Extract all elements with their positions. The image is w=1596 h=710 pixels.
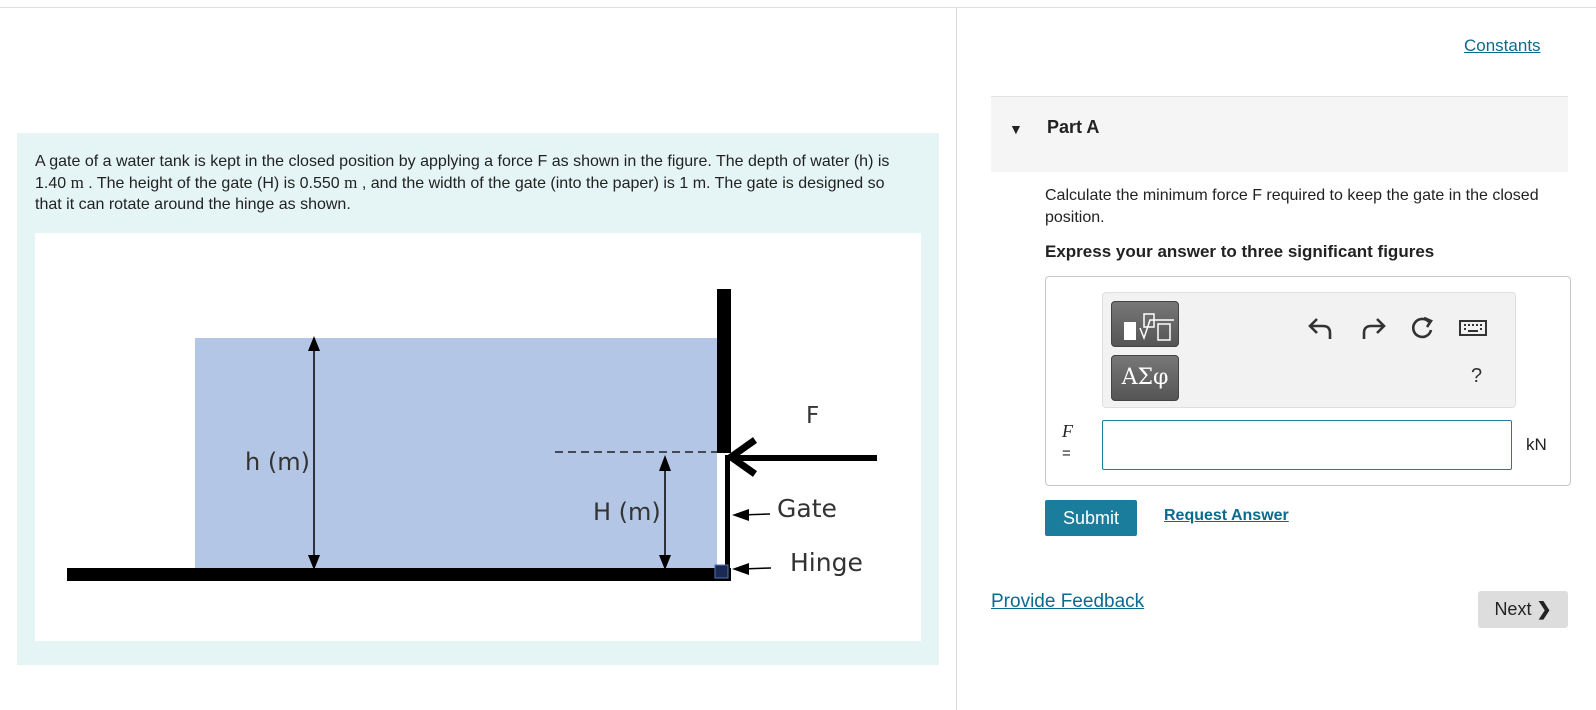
question-text: Calculate the minimum force F required to keep the gate in the closed position. [1045, 187, 1539, 226]
next-button[interactable] [1478, 591, 1568, 628]
help-button[interactable]: ? [1471, 365, 1483, 387]
chevron-right-icon: ❯ [1536, 599, 1552, 619]
unit-label: kN [1526, 435, 1547, 454]
hinge [715, 565, 728, 578]
templates-button[interactable] [1111, 301, 1179, 347]
F-label: F [806, 403, 820, 429]
reset-icon[interactable] [1409, 315, 1435, 341]
constants-link[interactable]: Constants [1464, 36, 1541, 55]
redo-icon[interactable] [1360, 315, 1386, 341]
submit-button[interactable]: Submit [1045, 500, 1137, 536]
equals-sign: = [1062, 445, 1071, 462]
provide-feedback-link[interactable]: Provide Feedback [991, 591, 1145, 612]
problem-text-3: , and the width of the gate (into the paper) is 1 m. The gate is designed so that it can rotate around the hinge as shown. [35, 175, 885, 213]
collapse-caret-icon[interactable]: ▼ [1009, 121, 1023, 137]
next-label: Next [1494, 599, 1532, 619]
keyboard-icon[interactable] [1459, 315, 1487, 341]
part-title: Part A [1047, 117, 1100, 137]
gate-label: Gate [777, 494, 837, 523]
tank-diagram [35, 233, 921, 641]
part-a-header[interactable] [991, 96, 1568, 172]
top-divider [0, 7, 1596, 8]
gate [725, 455, 730, 570]
H-label: H (m) [593, 498, 661, 526]
greek-symbols-button[interactable]: ΑΣφ [1111, 355, 1179, 401]
ground [67, 568, 731, 581]
problem-text-2: . The height of the gate (H) is 0.550 [88, 175, 340, 192]
problem-text-1: A gate of a water tank is kept in the closed position by applying a force F as shown in the figure. The depth of water (h) is 1.40 [35, 153, 890, 192]
request-answer-link[interactable]: Request Answer [1164, 507, 1289, 524]
gate-pointer-head [732, 509, 749, 521]
hinge-label: Hinge [790, 548, 863, 577]
instruction-text: Express your answer to three significant figures [1045, 242, 1435, 261]
templates-icon [1112, 302, 1178, 346]
tank-wall [717, 289, 731, 453]
vertical-divider [956, 8, 957, 710]
problem-statement [35, 151, 915, 215]
undo-icon[interactable] [1308, 315, 1334, 341]
hinge-pointer-head [732, 563, 749, 575]
answer-box [1045, 276, 1571, 486]
problem-figure [35, 233, 921, 641]
math-toolbar [1102, 292, 1516, 408]
problem-panel [17, 133, 939, 665]
variable-label: F [1062, 421, 1073, 441]
unit-H: m [344, 173, 358, 192]
h-label: h (m) [245, 448, 310, 476]
answer-input[interactable] [1102, 420, 1512, 470]
unit-h: m [70, 173, 84, 192]
